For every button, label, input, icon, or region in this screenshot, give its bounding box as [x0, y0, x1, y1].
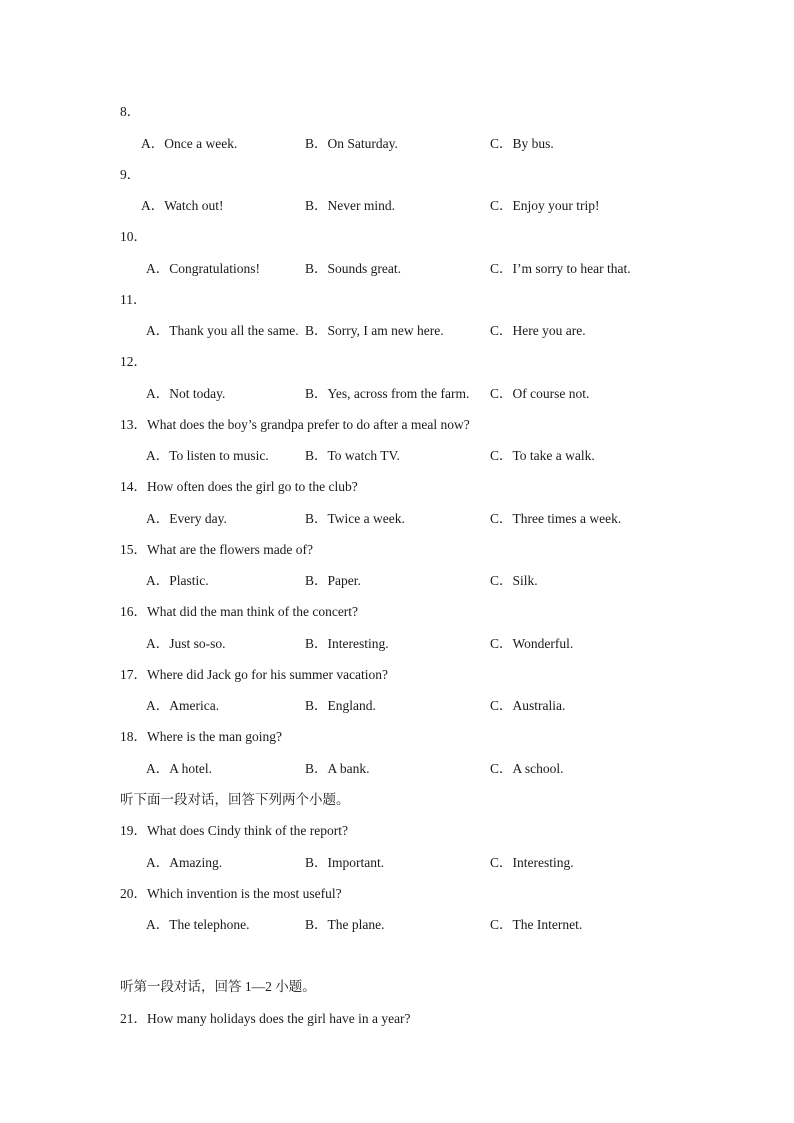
question-17-stem: [0, 665, 794, 685]
question-text: 15．What are the flowers made of?: [120, 542, 314, 557]
question-20-options: [0, 915, 794, 935]
option-c: C．To take a walk.: [490, 448, 595, 463]
question-9-options: [0, 196, 794, 216]
question-15-options: [0, 571, 794, 591]
question-text: 18．Where is the man going?: [120, 729, 282, 744]
question-text: 20．Which invention is the most useful?: [120, 886, 342, 901]
option-c: C．Australia.: [490, 698, 566, 713]
question-12-options: [0, 384, 794, 404]
option-a: A．Amazing.: [146, 855, 223, 870]
question-text: 13．What does the boy’s grandpa prefer to do after a meal now?: [120, 417, 470, 432]
question-9-stem: [0, 165, 794, 185]
option-c: C．A school.: [490, 761, 564, 776]
option-c: C．Enjoy your trip!: [490, 198, 600, 213]
instruction-text: 听第一段对话，回答 1—2 小题。: [120, 979, 316, 994]
option-b: B．Yes, across from the farm.: [305, 386, 470, 401]
option-a: A．To listen to music.: [146, 448, 269, 463]
question-10-options: [0, 259, 794, 279]
question-10-stem: [0, 227, 794, 247]
question-18-stem: [0, 727, 794, 747]
question-16-stem: [0, 602, 794, 622]
option-c: C．Here you are.: [490, 323, 586, 338]
section-instruction: [0, 977, 794, 997]
question-13-stem: [0, 415, 794, 435]
question-19-stem: [0, 821, 794, 841]
question-text: 17．Where did Jack go for his summer vacation?: [120, 667, 389, 682]
question-13-options: [0, 446, 794, 466]
question-14-options: [0, 509, 794, 529]
question-14-stem: [0, 477, 794, 497]
option-c: C．Of course not.: [490, 386, 590, 401]
question-text: 10．: [120, 229, 147, 244]
question-18-options: [0, 759, 794, 779]
option-a: A．Once a week.: [141, 136, 238, 151]
option-b: B．Never mind.: [305, 198, 395, 213]
question-8-stem: [0, 102, 794, 122]
question-17-options: [0, 696, 794, 716]
option-b: B．Paper.: [305, 573, 361, 588]
option-a: A．Not today.: [146, 386, 226, 401]
question-text: 14．How often does the girl go to the club?: [120, 479, 358, 494]
question-8-options: [0, 134, 794, 154]
question-text: 16．What did the man think of the concert?: [120, 604, 359, 619]
option-c: C．By bus.: [490, 136, 554, 151]
option-c: C．Wonderful.: [490, 636, 574, 651]
option-a: A．The telephone.: [146, 917, 250, 932]
question-text: 8．: [120, 104, 141, 119]
option-b: B．To watch TV.: [305, 448, 400, 463]
option-c: C．I’m sorry to hear that.: [490, 261, 631, 276]
question-12-stem: [0, 352, 794, 372]
option-a: A．Thank you all the same.: [146, 323, 299, 338]
question-text: 12．: [120, 354, 147, 369]
option-b: B．Sorry, I am new here.: [305, 323, 444, 338]
option-a: A．Plastic.: [146, 573, 209, 588]
option-a: A．Congratulations!: [146, 261, 260, 276]
option-a: A．Just so-so.: [146, 636, 226, 651]
option-b: B．On Saturday.: [305, 136, 398, 151]
option-a: A．Every day.: [146, 511, 227, 526]
question-text: 9．: [120, 167, 141, 182]
option-b: B．The plane.: [305, 917, 385, 932]
option-b: B．Interesting.: [305, 636, 389, 651]
question-text: 11．: [120, 292, 147, 307]
option-b: B．A bank.: [305, 761, 370, 776]
option-c: C．Three times a week.: [490, 511, 622, 526]
option-c: C．The Internet.: [490, 917, 583, 932]
question-text: 19．What does Cindy think of the report?: [120, 823, 348, 838]
option-b: B．Sounds great.: [305, 261, 401, 276]
question-19-options: [0, 853, 794, 873]
question-11-stem: [0, 290, 794, 310]
option-b: B．Important.: [305, 855, 385, 870]
option-a: A．America.: [146, 698, 220, 713]
instruction-text: 听下面一段对话，回答下列两个小题。: [120, 792, 350, 807]
option-c: C．Silk.: [490, 573, 538, 588]
question-15-stem: [0, 540, 794, 560]
question-text: 21．How many holidays does the girl have in a year?: [120, 1011, 411, 1026]
question-21-stem: [0, 1009, 794, 1029]
section-instruction: [0, 790, 794, 810]
option-b: B．England.: [305, 698, 376, 713]
option-a: A．Watch out!: [141, 198, 224, 213]
option-c: C．Interesting.: [490, 855, 574, 870]
option-a: A．A hotel.: [146, 761, 212, 776]
question-20-stem: [0, 884, 794, 904]
question-11-options: [0, 321, 794, 341]
option-b: B．Twice a week.: [305, 511, 405, 526]
question-16-options: [0, 634, 794, 654]
